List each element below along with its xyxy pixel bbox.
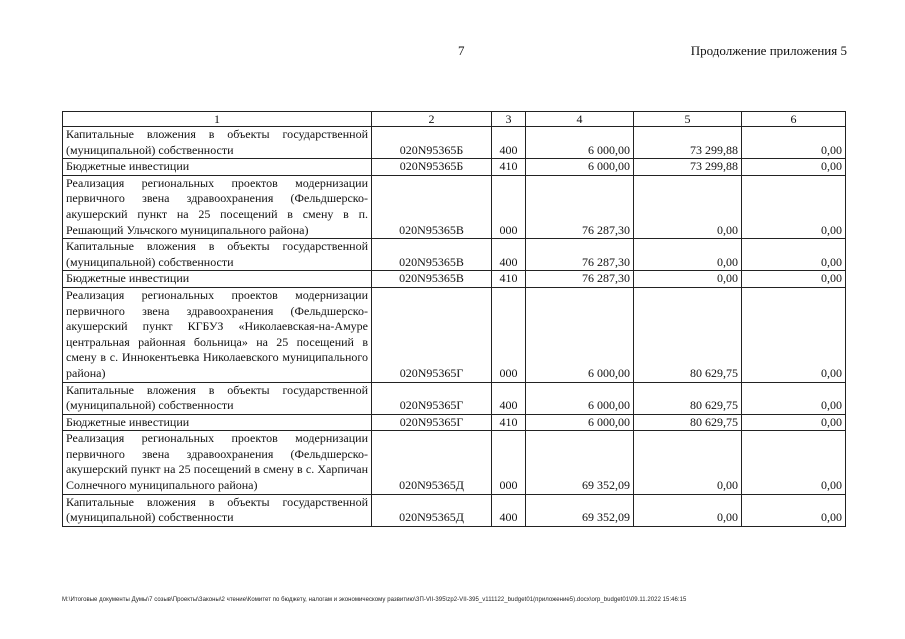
amount-col6-cell: 0,00: [742, 271, 846, 288]
expense-kind-cell: 400: [492, 494, 526, 526]
expense-kind-cell: 000: [492, 175, 526, 238]
row-name-cell: Капитальные вложения в объекты государственной (муниципальной) собственности: [63, 494, 372, 526]
amount-col4-cell: 6 000,00: [526, 159, 634, 176]
table-row: [63, 239, 846, 271]
column-header: 6: [742, 112, 846, 127]
amount-col5-cell: 80 629,75: [634, 382, 742, 414]
amount-col4-cell: 6 000,00: [526, 382, 634, 414]
amount-col5-cell: 0,00: [634, 175, 742, 238]
target-code-cell: 020N95365В: [372, 271, 492, 288]
target-code-cell: 020N95365Б: [372, 159, 492, 176]
expense-kind-cell: 410: [492, 159, 526, 176]
amount-col6-cell: 0,00: [742, 175, 846, 238]
amount-col5-cell: 80 629,75: [634, 414, 742, 431]
amount-col5-cell: 80 629,75: [634, 287, 742, 382]
target-code-cell: 020N95365В: [372, 175, 492, 238]
row-name-cell: Капитальные вложения в объекты государственной (муниципальной) собственности: [63, 382, 372, 414]
amount-col5-cell: 0,00: [634, 239, 742, 271]
document-file-path: M:\Итоговые документы Думы\7 созыв\Проекты\Законы\2 чтение\Комитет по бюджету, налогам и экономическому развитию\ЗП-VII-395\zp2-VII-395_v111122_budget01(приложение5).docx\orp_budget01\09.11.2022 15:46:15: [62, 597, 687, 603]
amount-col4-cell: 6 000,00: [526, 127, 634, 159]
table-row: [63, 159, 846, 176]
row-name-cell: Капитальные вложения в объекты государственной (муниципальной) собственности: [63, 127, 372, 159]
amount-col5-cell: 0,00: [634, 431, 742, 494]
column-header: 1: [63, 112, 372, 127]
amount-col4-cell: 76 287,30: [526, 239, 634, 271]
row-name-cell: Бюджетные инвестиции: [63, 271, 372, 288]
amount-col5-cell: 73 299,88: [634, 159, 742, 176]
target-code-cell: 020N95365Г: [372, 414, 492, 431]
target-code-cell: 020N95365Б: [372, 127, 492, 159]
amount-col5-cell: 0,00: [634, 271, 742, 288]
row-name-cell: Реализация региональных проектов модернизации первичного звена здравоохранения (Фельдшерско-акушерский пункт КГБУЗ «Николаевская-на-Амуре центральная районная больница» на 25 посещений в смену в с. Иннокентьевка Николаевского муниципального района): [63, 287, 372, 382]
amount-col4-cell: 6 000,00: [526, 287, 634, 382]
amount-col4-cell: 69 352,09: [526, 431, 634, 494]
budget-table-body: [63, 112, 846, 527]
expense-kind-cell: 400: [492, 127, 526, 159]
table-row: [63, 127, 846, 159]
amount-col4-cell: 76 287,30: [526, 271, 634, 288]
amount-col6-cell: 0,00: [742, 159, 846, 176]
amount-col6-cell: 0,00: [742, 127, 846, 159]
expense-kind-cell: 400: [492, 382, 526, 414]
expense-kind-cell: 000: [492, 431, 526, 494]
table-row: [63, 287, 846, 382]
budget-table: [62, 111, 846, 527]
amount-col6-cell: 0,00: [742, 239, 846, 271]
row-name-cell: Капитальные вложения в объекты государственной (муниципальной) собственности: [63, 239, 372, 271]
amount-col4-cell: 69 352,09: [526, 494, 634, 526]
column-header: 4: [526, 112, 634, 127]
page-number: 7: [458, 43, 465, 58]
target-code-cell: 020N95365Д: [372, 494, 492, 526]
column-header: 5: [634, 112, 742, 127]
amount-col4-cell: 76 287,30: [526, 175, 634, 238]
table-row: [63, 494, 846, 526]
amount-col5-cell: 0,00: [634, 494, 742, 526]
row-name-cell: Бюджетные инвестиции: [63, 414, 372, 431]
table-row: [63, 431, 846, 494]
table-row: [63, 271, 846, 288]
table-header-row: [63, 112, 846, 127]
row-name-cell: Реализация региональных проектов модернизации первичного звена здравоохранения (Фельдшерско-акушерский пункт на 25 посещений в смену в с. Харпичан Солнечного муниципального района): [63, 431, 372, 494]
column-header: 2: [372, 112, 492, 127]
table-row: [63, 175, 846, 238]
amount-col4-cell: 6 000,00: [526, 414, 634, 431]
amount-col6-cell: 0,00: [742, 414, 846, 431]
appendix-continuation-label: Продолжение приложения 5: [690, 43, 847, 58]
target-code-cell: 020N95365Г: [372, 382, 492, 414]
table-row: [63, 382, 846, 414]
target-code-cell: 020N95365В: [372, 239, 492, 271]
amount-col6-cell: 0,00: [742, 287, 846, 382]
column-header: 3: [492, 112, 526, 127]
target-code-cell: 020N95365Д: [372, 431, 492, 494]
expense-kind-cell: 410: [492, 271, 526, 288]
row-name-cell: Реализация региональных проектов модернизации первичного звена здравоохранения (Фельдшерско-акушерский пункт на 25 посещений в смену в п. Решающий Ульчского муниципального района): [63, 175, 372, 238]
amount-col5-cell: 73 299,88: [634, 127, 742, 159]
table-row: [63, 414, 846, 431]
amount-col6-cell: 0,00: [742, 494, 846, 526]
amount-col6-cell: 0,00: [742, 431, 846, 494]
row-name-cell: Бюджетные инвестиции: [63, 159, 372, 176]
expense-kind-cell: 410: [492, 414, 526, 431]
expense-kind-cell: 400: [492, 239, 526, 271]
target-code-cell: 020N95365Г: [372, 287, 492, 382]
amount-col6-cell: 0,00: [742, 382, 846, 414]
expense-kind-cell: 000: [492, 287, 526, 382]
